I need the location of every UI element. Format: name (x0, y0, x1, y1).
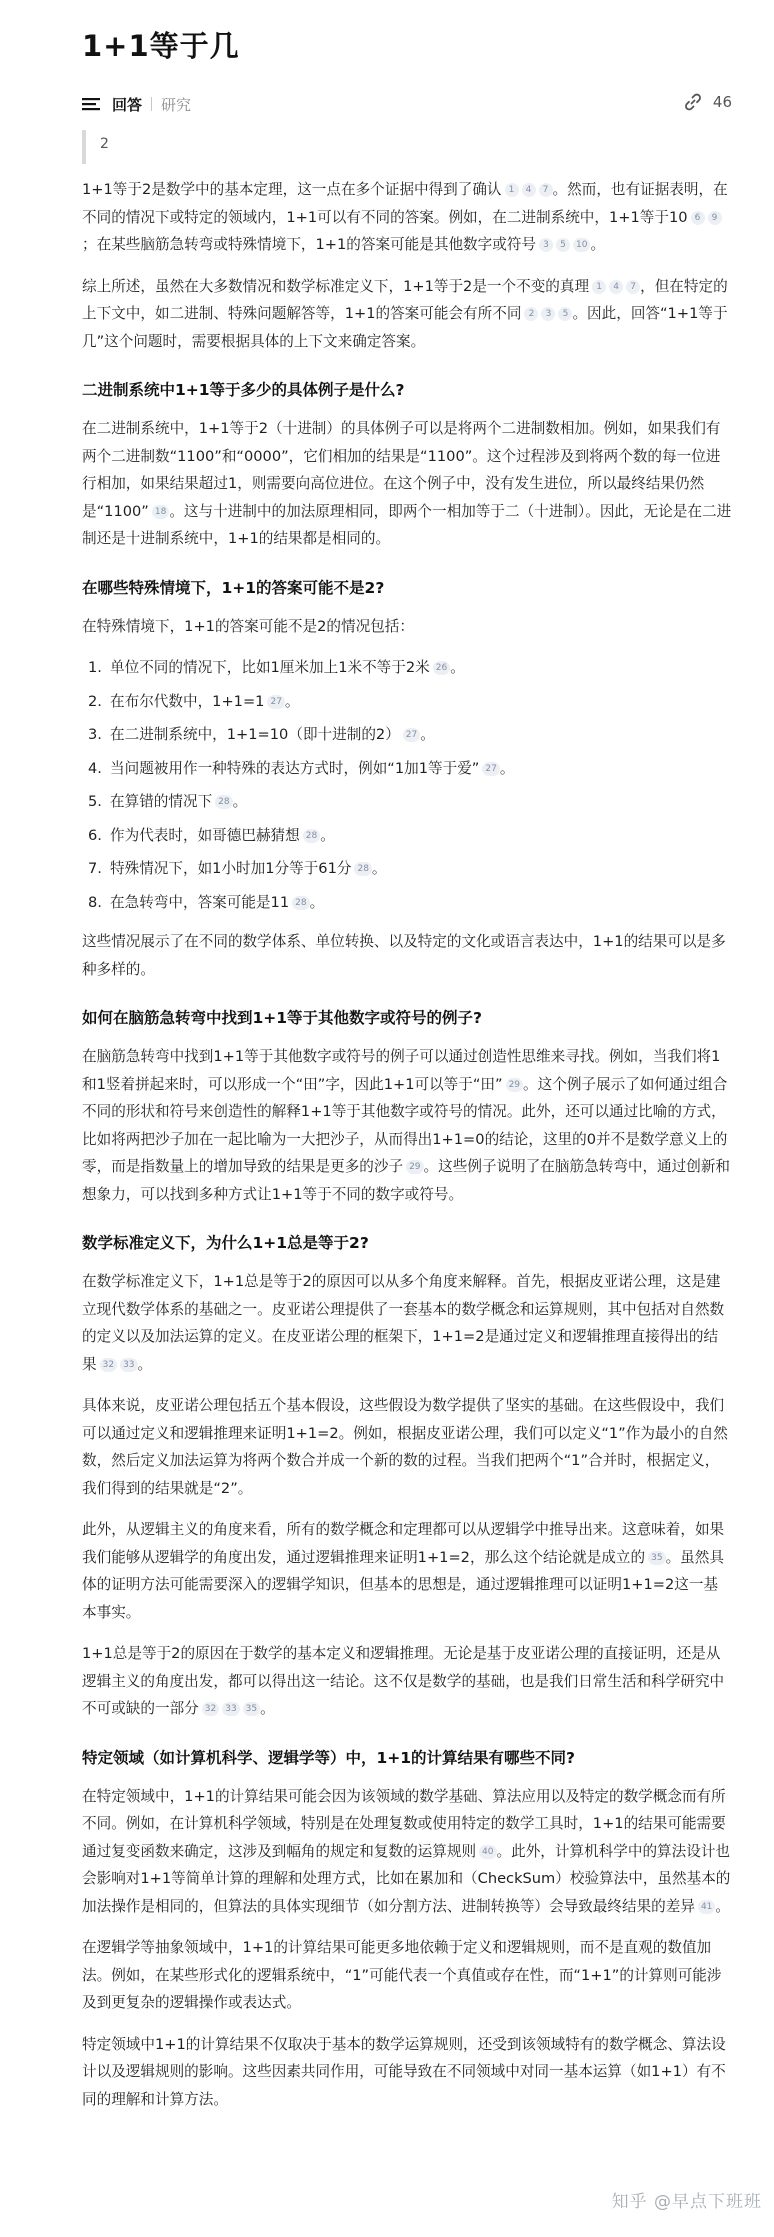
text-segment: ，但在特定的上下文中，如二进制、特殊问题解答等，1+1的答案可能会有所不同 (82, 277, 728, 322)
citation-badge[interactable]: 28 (292, 896, 309, 910)
list-item-number: 3 . (82, 721, 100, 749)
citation-badge[interactable]: 9 (708, 211, 722, 225)
text-segment: 当问题被用作一种特殊的表达方式时，例如“1加1等于爱” (110, 759, 480, 777)
answer-content (82, 176, 732, 2127)
watermark: 知乎 @早点下班班 (611, 2192, 762, 2212)
text-segment: 在急转弯中，答案可能是11 (110, 893, 290, 911)
citation-badge[interactable]: 5 (556, 238, 570, 252)
paragraph (82, 273, 732, 356)
list-item (82, 788, 732, 816)
text-segment: 。 (715, 1897, 731, 1915)
section-heading: 如何在脑筋急转弯中找到1+1等于其他数字或符号的例子? (82, 1009, 483, 1027)
sources-link-button[interactable] (683, 92, 732, 112)
text-segment: 。 (284, 692, 300, 710)
paragraph (82, 2031, 732, 2114)
ordered-list (82, 654, 732, 916)
text-segment: 。因此，回答“1+1等于几”这个问题时，需要根据具体的上下文来确定答案。 (82, 305, 728, 350)
citation-badge[interactable]: 33 (222, 1702, 239, 1716)
text-segment: 在逻辑学等抽象领域中，1+1的计算结果可能更多地依赖于定义和逻辑规则，而不是直观的数值加法。例如，在某些形式化的逻辑系统中，“1”可能代表一个真值或存在性，而“1+1”的计算则可能涉及到更复杂的逻辑操作或表达式。 (82, 1939, 722, 2011)
text-segment: 。 (420, 726, 435, 743)
link-count-value: 46 (712, 93, 732, 111)
list-item (82, 755, 732, 783)
text-segment: 。这与十进制中的加法原理相同，即两个一相加等于二（十进制）。因此，无论是在二进制还是十进制系统中，1+1的结果都是相同的。 (82, 502, 732, 547)
text-segment: 。 (232, 793, 248, 810)
text-segment: 特殊情况下，如1小时加1分等于61分 (110, 860, 352, 877)
paragraph (82, 1268, 732, 1378)
citation-badge[interactable]: 7 (539, 183, 553, 197)
citation-badge[interactable]: 33 (120, 1358, 137, 1372)
citation-badge[interactable]: 2 (524, 307, 538, 321)
link-icon (683, 92, 703, 112)
text-segment: 。虽然具体的证明方法可能需要深入的逻辑学知识，但基本的思想是，通过逻辑推理可以证明1+1=2这一基本事实。 (82, 1548, 724, 1621)
citation-badge[interactable]: 32 (100, 1358, 117, 1372)
text-segment: 。 (590, 236, 606, 253)
citation-badge[interactable]: 3 (539, 238, 553, 252)
text-segment: 。 (260, 1700, 275, 1717)
text-segment: 在二进制系统中，1+1=10（即十进制的2） (110, 726, 400, 743)
section-heading: 数学标准定义下，为什么1+1总是等于2? (82, 1234, 369, 1252)
list-item-text (100, 788, 247, 816)
list-item-text (100, 654, 465, 682)
text-segment: 。此外，计算机科学中的算法设计也会影响对1+1等简单计算的理解和处理方式，比如在累加和（CheckSum）校验算法中，虽然基本的加法操作是相同的，但算法的具体实现细节（如分割方法、进制转换等）会导致最终结果的差异 (82, 1842, 731, 1915)
list-item (82, 654, 732, 682)
section-heading: 二进制系统中1+1等于多少的具体例子是什么? (82, 381, 405, 399)
text-segment: 在特定领域中，1+1的计算结果可能会因为该领域的数学基础、算法应用以及特定的数学概念而有所不同。例如，在计算机科学领域，特别是在处理复数或使用特定的数学工具时，1+1的结果可能需要通过复变函数来确定，这涉及到幅角的规定和复数的运算规则 (82, 1787, 726, 1860)
text-segment: 。 (371, 860, 387, 877)
list-item-number: 5 . (82, 788, 100, 816)
text-segment: 1+1总是等于2的原因在于数学的基本定义和逻辑推理。无论是基于皮亚诺公理的直接证明，还是从逻辑主义的角度出发，都可以得出这一结论。这不仅是数学的基础，也是我们日常生活和科学研究中不可或缺的一部分 (82, 1645, 725, 1717)
tab-answer[interactable]: 回答 (112, 95, 143, 114)
quote-bar (82, 130, 86, 164)
citation-badge[interactable]: 28 (215, 795, 232, 809)
quote-text: 2 (100, 136, 109, 152)
text-segment: 特定领域中1+1的计算结果不仅取决于基本的数学运算规则，还受到该领域特有的数学概念、算法设计以及逻辑规则的影响。这些因素共同作用，可能导致在不同领域中对同一基本运算（如1+1）有不同的理解和计算方法。 (82, 2035, 726, 2108)
paragraph (82, 1640, 732, 1723)
list-item-text (100, 688, 300, 716)
citation-badge[interactable]: 35 (243, 1702, 260, 1716)
text-segment: 。 (320, 826, 335, 844)
citation-badge[interactable]: 1 (505, 183, 519, 197)
list-item-number: 2 . (82, 688, 100, 716)
text-segment: 在脑筋急转弯中找到1+1等于其他数字或符号的例子可以通过创造性思维来寻找。例如，当我们将1和1竖着拼起来时，可以形成一个“田”字，因此1+1可以等于“田” (82, 1048, 721, 1093)
text-segment: 这些情况展示了在不同的数学体系、单位转换、以及特定的文化或语言表达中，1+1的结果可以是多种多样的。 (82, 933, 726, 978)
list-item-number: 4 . (82, 755, 100, 783)
text-segment: 此外，从逻辑主义的角度来看，所有的数学概念和定理都可以从逻辑学中推导出来。这意味着，如果我们能够从逻辑学的角度出发，通过逻辑推理来证明1+1=2，那么这个结论就是成立的 (82, 1521, 725, 1566)
tab-research[interactable]: 研究 (161, 95, 192, 114)
citation-badge[interactable]: 4 (522, 183, 536, 197)
citation-badge[interactable]: 6 (691, 211, 705, 225)
paragraph (82, 1392, 732, 1502)
citation-badge[interactable]: 28 (354, 862, 371, 876)
list-icon (82, 97, 100, 111)
text-segment: 具体来说，皮亚诺公理包括五个基本假设，这些假设为数学提供了坚实的基础。在这些假设中，我们可以通过定义和逻辑推理来证明1+1=2。例如，根据皮亚诺公理，我们可以定义“1”作为最小的自然数，然后定义加法运算为将两个数合并成一个新的数的过程。当我们把两个“1”合并时，根据定义，我们得到的结果就是“2”。 (82, 1397, 728, 1497)
list-item-number: 8 . (82, 889, 100, 917)
list-item-text (100, 889, 324, 917)
text-segment: 单位不同的情况下，比如1厘米加上1米不等于2米 (110, 659, 430, 676)
paragraph (82, 1934, 732, 2017)
text-segment: 。 (499, 759, 515, 777)
citation-badge[interactable]: 29 (506, 1078, 523, 1092)
paragraph (82, 1043, 732, 1208)
text-segment: 在算错的情况下 (110, 793, 213, 810)
paragraph (82, 176, 732, 259)
list-item-number: 6 . (82, 822, 100, 850)
citation-badge[interactable]: 5 (558, 307, 572, 321)
citation-badge[interactable]: 29 (406, 1160, 423, 1174)
citation-badge[interactable]: 27 (482, 762, 499, 776)
list-item-text (100, 822, 335, 850)
paragraph (82, 1783, 732, 1921)
text-segment: 作为代表时，如哥德巴赫猜想 (110, 826, 300, 844)
citation-badge[interactable]: 1 (592, 280, 606, 294)
citation-badge[interactable]: 27 (403, 728, 420, 742)
citation-badge[interactable]: 7 (626, 280, 640, 294)
list-item (82, 889, 732, 917)
citation-badge[interactable]: 10 (573, 238, 590, 252)
text-segment: 综上所述，虽然在大多数情况和数学标准定义下，1+1等于2是一个不变的真理 (82, 277, 590, 295)
text-segment: 1+1等于2是数学中的基本定理，这一点在多个证据中得到了确认 (82, 181, 502, 198)
text-segment: 。这些例子说明了在脑筋急转弯中，通过创新和想象力，可以找到多种方式让1+1等于不同的数字或符号。 (82, 1158, 731, 1203)
section-heading: 在哪些特殊情境下，1+1的答案可能不是2? (82, 578, 385, 597)
citation-badge[interactable]: 40 (479, 1845, 496, 1859)
citation-badge[interactable]: 35 (648, 1551, 665, 1565)
text-segment: 。 (309, 893, 325, 911)
citation-badge[interactable]: 26 (433, 661, 450, 675)
list-item-text (100, 855, 387, 883)
text-segment: ；在某些脑筋急转弯或特殊情境下，1+1的答案可能是其他数字或符号 (82, 236, 537, 253)
tab-bar (82, 90, 732, 118)
paragraph (82, 1516, 732, 1626)
paragraph (82, 415, 732, 553)
text-segment: 。 (450, 659, 465, 676)
section-heading: 特定领域（如计算机科学、逻辑学等）中，1+1的计算结果有哪些不同? (82, 1748, 576, 1767)
paragraph (82, 613, 732, 641)
citation-badge[interactable]: 3 (541, 307, 555, 321)
text-segment: 。然而，也有证据表明，在不同的情况下或特定的领域内，1+1可以有不同的答案。例如，在二进制系统中，1+1等于10 (82, 181, 728, 226)
list-item-number: 7 . (82, 855, 100, 883)
citation-badge[interactable]: 27 (267, 695, 284, 709)
citation-badge[interactable]: 4 (609, 280, 623, 294)
text-segment: 在数学标准定义下，1+1总是等于2的原因可以从多个角度来解释。首先，根据皮亚诺公理，这是建立现代数学体系的基础之一。皮亚诺公理提供了一套基本的数学概念和运算规则，其中包括对自然数的定义以及加法运算的定义。在皮亚诺公理的框架下，1+1=2是通过定义和逻辑推理直接得出的结果 (82, 1273, 725, 1373)
list-item (82, 855, 732, 883)
list-item-text (100, 721, 435, 749)
list-item (82, 721, 732, 749)
text-segment: 在特殊情境下，1+1的答案可能不是2的情况包括： (82, 617, 414, 635)
paragraph (82, 928, 732, 983)
text-segment: 。 (137, 1355, 153, 1373)
citation-badge[interactable]: 32 (202, 1702, 219, 1716)
text-segment: 。这个例子展示了如何通过组合不同的形状和符号来创造性的解释1+1等于其他数字或符号的情况。此外，还可以通过比喻的方式，比如将两把沙子加在一起比喻为一大把沙子，从而得出1+1=0的结论，这里的0并不是数学意义上的零，而是指数量上的增加导致的结果是更多的沙子 (82, 1075, 728, 1175)
list-item-number: 1 . (82, 654, 100, 682)
text-segment: 在二进制系统中，1+1等于2（十进制）的具体例子可以是将两个二进制数相加。例如，如果我们有两个二进制数“1100”和“0000”，它们相加的结果是“1100”。这个过程涉及到将两个数的每一位进行相加，如果结果超过1，则需要向高位进位。在这个例子中，没有发生进位，所以最终结果仍然是“1100” (82, 420, 721, 520)
citation-badge[interactable]: 28 (303, 829, 320, 843)
text-segment: 在布尔代数中，1+1=1 (110, 692, 265, 710)
list-item (82, 688, 732, 716)
citation-badge[interactable]: 41 (698, 1900, 715, 1914)
page-title: 1+1等于几 (82, 29, 240, 63)
list-item-text (100, 755, 514, 783)
tab-divider (151, 97, 152, 111)
list-item (82, 822, 732, 850)
citation-badge[interactable]: 18 (152, 505, 169, 519)
